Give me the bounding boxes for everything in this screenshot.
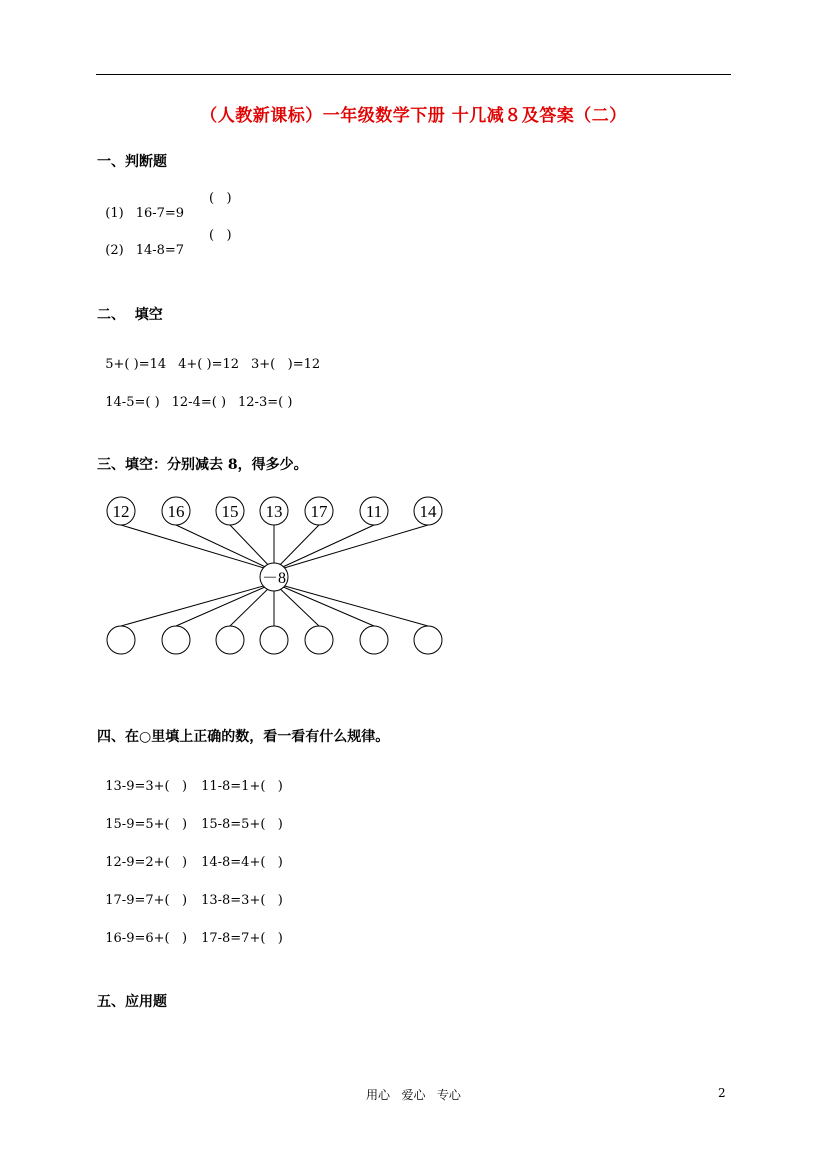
number-label: 15 bbox=[221, 502, 239, 521]
pattern-item[interactable]: 15-8=5+( ) bbox=[201, 817, 283, 832]
fill-item[interactable]: 4+( )=12 bbox=[178, 357, 240, 372]
number-label: 13 bbox=[265, 502, 283, 521]
fill-item[interactable]: 14-5=( ) bbox=[105, 395, 160, 410]
judge-item-2-blank[interactable]: ( ) bbox=[209, 228, 232, 243]
pattern-item[interactable]: 12-9=2+( ) bbox=[105, 855, 188, 870]
section5-heading: 五、应用题 bbox=[97, 994, 167, 1010]
pattern-item[interactable]: 17-9=7+( ) bbox=[105, 893, 188, 908]
pattern-item[interactable]: 13-8=3+( ) bbox=[201, 893, 283, 908]
judge-item-1-blank[interactable]: ( ) bbox=[209, 191, 232, 206]
section1-heading: 一、判断题 bbox=[97, 154, 167, 170]
answer-circle[interactable] bbox=[305, 626, 333, 654]
answer-circle[interactable] bbox=[107, 626, 135, 654]
pattern-item[interactable]: 16-9=6+( ) bbox=[105, 931, 188, 946]
answer-circle[interactable] bbox=[260, 626, 288, 654]
number-label: 12 bbox=[112, 502, 130, 521]
pattern-row-5 bbox=[97, 916, 283, 946]
section2-heading: 二、 填空 bbox=[97, 307, 163, 323]
answer-circle[interactable] bbox=[360, 626, 388, 654]
number-circle bbox=[260, 497, 288, 525]
connector-line-bottom bbox=[121, 583, 274, 626]
fill-item[interactable]: 5+( )=14 bbox=[105, 357, 167, 372]
pattern-item[interactable]: 13-9=3+( ) bbox=[105, 779, 188, 794]
connector-line-bottom bbox=[274, 583, 374, 626]
section3-heading: 三、填空：分别减去 8，得多少。 bbox=[97, 457, 308, 473]
number-label: 14 bbox=[419, 502, 437, 521]
number-label: 17 bbox=[310, 502, 328, 521]
number-circle bbox=[305, 497, 333, 525]
pattern-item[interactable]: 14-8=4+( ) bbox=[201, 855, 283, 870]
number-circle bbox=[162, 497, 190, 525]
pattern-row-2 bbox=[97, 802, 283, 832]
page-title: （人教新课标）一年级数学下册 十几减８及答案（二） bbox=[200, 106, 627, 126]
judge-item-1-num: (1) bbox=[105, 206, 124, 221]
judge-item-1-expr: 16-7=9 bbox=[135, 206, 185, 221]
connector-line-bottom bbox=[176, 583, 274, 626]
answer-circle[interactable] bbox=[414, 626, 442, 654]
fill-item[interactable]: 12-3=( ) bbox=[238, 395, 293, 410]
number-circle bbox=[414, 497, 442, 525]
judge-item-2-expr: 14-8=7 bbox=[135, 243, 185, 258]
top-number-circles bbox=[107, 497, 442, 525]
page-number: 2 bbox=[718, 1086, 726, 1100]
number-circle bbox=[107, 497, 135, 525]
fill-item[interactable]: 12-4=( ) bbox=[171, 395, 227, 410]
judge-item-2-num: (2) bbox=[105, 243, 124, 258]
answer-circles bbox=[107, 626, 442, 654]
answer-circle[interactable] bbox=[216, 626, 244, 654]
pattern-row-4 bbox=[97, 878, 283, 908]
connector-line-top bbox=[274, 525, 374, 571]
fill-item[interactable]: 3+( )=12 bbox=[251, 357, 321, 372]
connector-line-top bbox=[121, 525, 274, 571]
pattern-item[interactable]: 17-8=7+( ) bbox=[201, 931, 283, 946]
number-circle bbox=[216, 497, 244, 525]
pattern-item[interactable]: 15-9=5+( ) bbox=[105, 817, 188, 832]
pattern-row-1 bbox=[97, 764, 283, 794]
section4-heading: 四、在○里填上正确的数，看一看有什么规律。 bbox=[97, 729, 390, 745]
number-circle bbox=[360, 497, 388, 525]
footer-motto: 用心 爱心 专心 bbox=[366, 1088, 461, 1102]
pattern-item[interactable]: 11-8=1+( ) bbox=[201, 779, 283, 794]
connector-line-top bbox=[176, 525, 274, 571]
answer-circle[interactable] bbox=[162, 626, 190, 654]
number-label: 16 bbox=[167, 502, 185, 521]
number-label: 11 bbox=[365, 502, 383, 521]
center-circle bbox=[260, 563, 288, 591]
pattern-row-3 bbox=[97, 840, 283, 870]
center-label: －8 bbox=[261, 570, 287, 587]
